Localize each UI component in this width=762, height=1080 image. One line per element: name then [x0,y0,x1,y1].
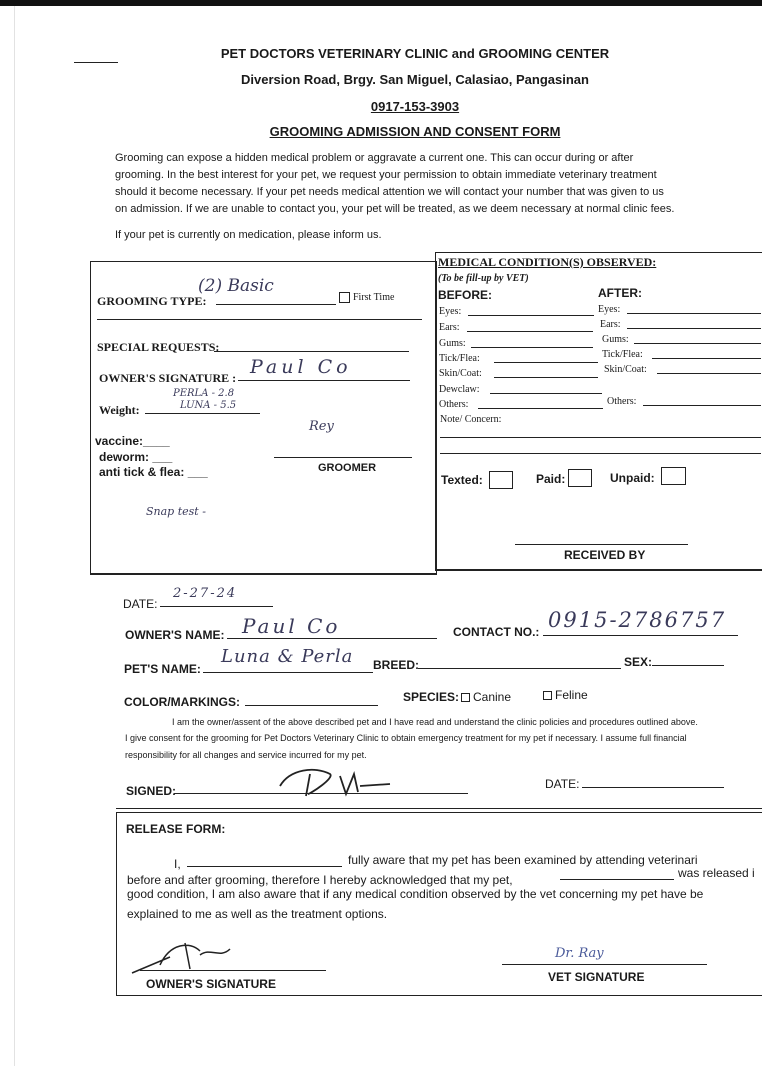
groomer-label: GROOMER [318,462,377,474]
owner-name-label: OWNER'S NAME: [125,628,225,642]
owner-signature-scribble [270,764,400,800]
sex-label: SEX: [624,655,653,669]
unpaid-checkbox[interactable] [661,467,686,485]
before-item-skin-coat: Skin/Coat: [439,368,482,379]
intro-line: Grooming can expose a hidden medical problem or aggravate a current one. This can occur during or after [115,152,634,164]
anti-tick-label: anti tick & flea: ___ [99,465,208,479]
vet-sig-label: VET SIGNATURE [548,970,645,984]
after-line [627,328,761,329]
grooming-extra-line [97,319,422,320]
clinic-address: Diversion Road, Brgy. San Miguel, Calasiao, Pangasinan [241,72,589,87]
contact-line [543,635,738,636]
feline-checkbox[interactable] [543,691,552,700]
canine-label: Canine [473,690,512,704]
paid-checkbox[interactable] [568,469,592,487]
intro-line: should it become necessary. If your pet needs medical attention we will contact your number that was given to us [115,186,664,198]
weight-label: Weight: [99,403,140,417]
before-label: BEFORE: [438,288,492,302]
owner-name-value: Paul Co [242,614,341,638]
after-line [627,313,761,314]
release-line3: good condition, I am also aware that if any medical condition observed by the vet concerning my pet have be [127,887,704,901]
intro-line: on admission. If we are unable to contact you, your pet will be treated, as we deem necessary at normal clinic fees. [115,203,675,215]
owner-signature-line [238,380,410,381]
snap-test-note: Snap test - [146,505,206,518]
pet-name-value: Luna & Perla [221,646,354,667]
grooming-type-value: (2) Basic [198,276,274,296]
color-markings-line [245,705,378,706]
release-line1-b: fully aware that my pet has been examined by attending veterinari [348,853,698,867]
owner-signature-value: Paul Co [250,356,352,378]
breed-line [418,668,621,669]
signed-date-line [582,787,724,788]
groomer-line [274,457,412,458]
medical-subtitle: (To be fill-up by VET) [438,273,529,284]
feline-option[interactable] [543,688,588,702]
section-divider [116,808,762,809]
vet-sig-line [502,964,707,965]
signed-label: SIGNED: [126,784,177,798]
after-line [634,343,761,344]
texted-label: Texted: [441,473,483,487]
before-line [494,362,598,363]
medical-title: MEDICAL CONDITION(S) OBSERVED: [438,255,657,269]
date-line [160,606,273,607]
before-item-eyes: Eyes: [439,306,462,317]
vaccine-label: vaccine:____ [95,434,170,448]
release-pet-line [560,879,674,880]
after-item-ears: Ears: [600,319,621,330]
weight-luna: LUNA - 5.5 [180,400,237,411]
note-concern-label: Note/ Concern: [440,414,502,425]
grooming-type-label: GROOMING TYPE: [97,294,207,308]
before-item-others: Others: [439,399,469,410]
before-item-gums: Gums: [439,338,466,349]
paid-label: Paid: [536,472,566,486]
after-item-skin-coat: Skin/Coat: [604,364,647,375]
scan-left-edge [14,6,15,1066]
first-time-checkbox[interactable] [339,292,350,303]
after-line [657,373,761,374]
after-line [643,405,761,406]
intro-line: grooming. In the best interest for your pet, we request your permission to obtain immediate veterinary treatment [115,169,657,181]
release-owner-sig-line [140,970,326,971]
pet-name-label: PET'S NAME: [124,662,201,676]
form-title: GROOMING ADMISSION AND CONSENT FORM [269,124,561,139]
release-line2-b: was released i [678,866,755,880]
texted-field[interactable] [441,473,483,487]
before-line [467,331,593,332]
clinic-phone: 0917-153-3903 [370,99,460,114]
first-time-label: First Time [353,292,395,303]
signed-date-label: DATE: [545,777,580,791]
color-markings-label: COLOR/MARKINGS: [124,695,240,709]
sex-line [652,665,724,666]
owner-name-line [227,638,437,639]
canine-option[interactable] [461,690,511,704]
after-item-gums: Gums: [602,334,629,345]
contact-label: CONTACT NO.: [453,625,540,639]
consent-line: I am the owner/assent of the above described pet and I have read and understand the clinic policies and procedures outlined above. [172,717,698,727]
canine-checkbox[interactable] [461,693,470,702]
special-requests-label: SPECIAL REQUESTS: [97,340,220,354]
release-name-line [187,866,342,867]
unpaid-label: Unpaid: [610,471,655,485]
deworm-label: deworm: ___ [99,450,173,464]
after-item-tick-flea: Tick/Flea: [602,349,643,360]
scan-top-edge [0,0,762,6]
before-line [471,347,593,348]
before-line [478,408,603,409]
received-by-line [515,544,688,545]
margin-mark [74,62,118,63]
groomer-name: Rey [309,419,334,434]
date-value: 2-27-24 [173,586,238,601]
grooming-type-line [216,304,336,305]
after-item-eyes: Eyes: [598,304,621,315]
release-line2-a: before and after grooming, therefore I hereby acknowledged that my pet, [127,873,513,887]
species-label: SPECIES: [403,690,460,704]
release-line1-a: I, [174,857,181,871]
release-line4: explained to me as well as the treatment options. [127,907,388,921]
consent-line: responsibility for all changes and service incurred for my pet. [125,750,367,760]
first-time-option[interactable] [339,292,394,303]
note-line [440,453,761,454]
weight-perla: PERLA - 2.8 [173,388,235,399]
received-by-label: RECEIVED BY [564,548,646,562]
texted-checkbox[interactable] [489,471,513,489]
release-title: RELEASE FORM: [126,822,226,836]
owner-signature-label: OWNER'S SIGNATURE : [99,371,237,385]
release-owner-sig-label: OWNER'S SIGNATURE [146,977,276,991]
contact-value: 0915-2786757 [548,608,727,632]
weight-line [145,413,260,414]
before-line [490,393,602,394]
before-item-tick-flea: Tick/Flea: [439,353,480,364]
consent-line: I give consent for the grooming for Pet Doctors Veterinary Clinic to obtain emergency treatment for my pet if necessary. I assume full financial [125,733,687,743]
special-requests-line [214,351,409,352]
after-label: AFTER: [598,286,642,300]
feline-label: Feline [555,688,588,702]
after-item-others: Others: [607,396,637,407]
before-item-ears: Ears: [439,322,460,333]
before-line [494,377,598,378]
breed-label: BREED: [373,658,420,672]
before-line [468,315,594,316]
after-line [652,358,761,359]
before-item-dewclaw: Dewclaw: [439,384,480,395]
clinic-name: PET DOCTORS VETERINARY CLINIC and GROOMING CENTER [220,46,610,61]
intro-line: If your pet is currently on medication, please inform us. [115,229,382,241]
date-label: DATE: [123,597,158,611]
note-line [440,437,761,438]
vet-signature-value: Dr. Ray [555,946,604,961]
pet-name-line [203,672,373,673]
